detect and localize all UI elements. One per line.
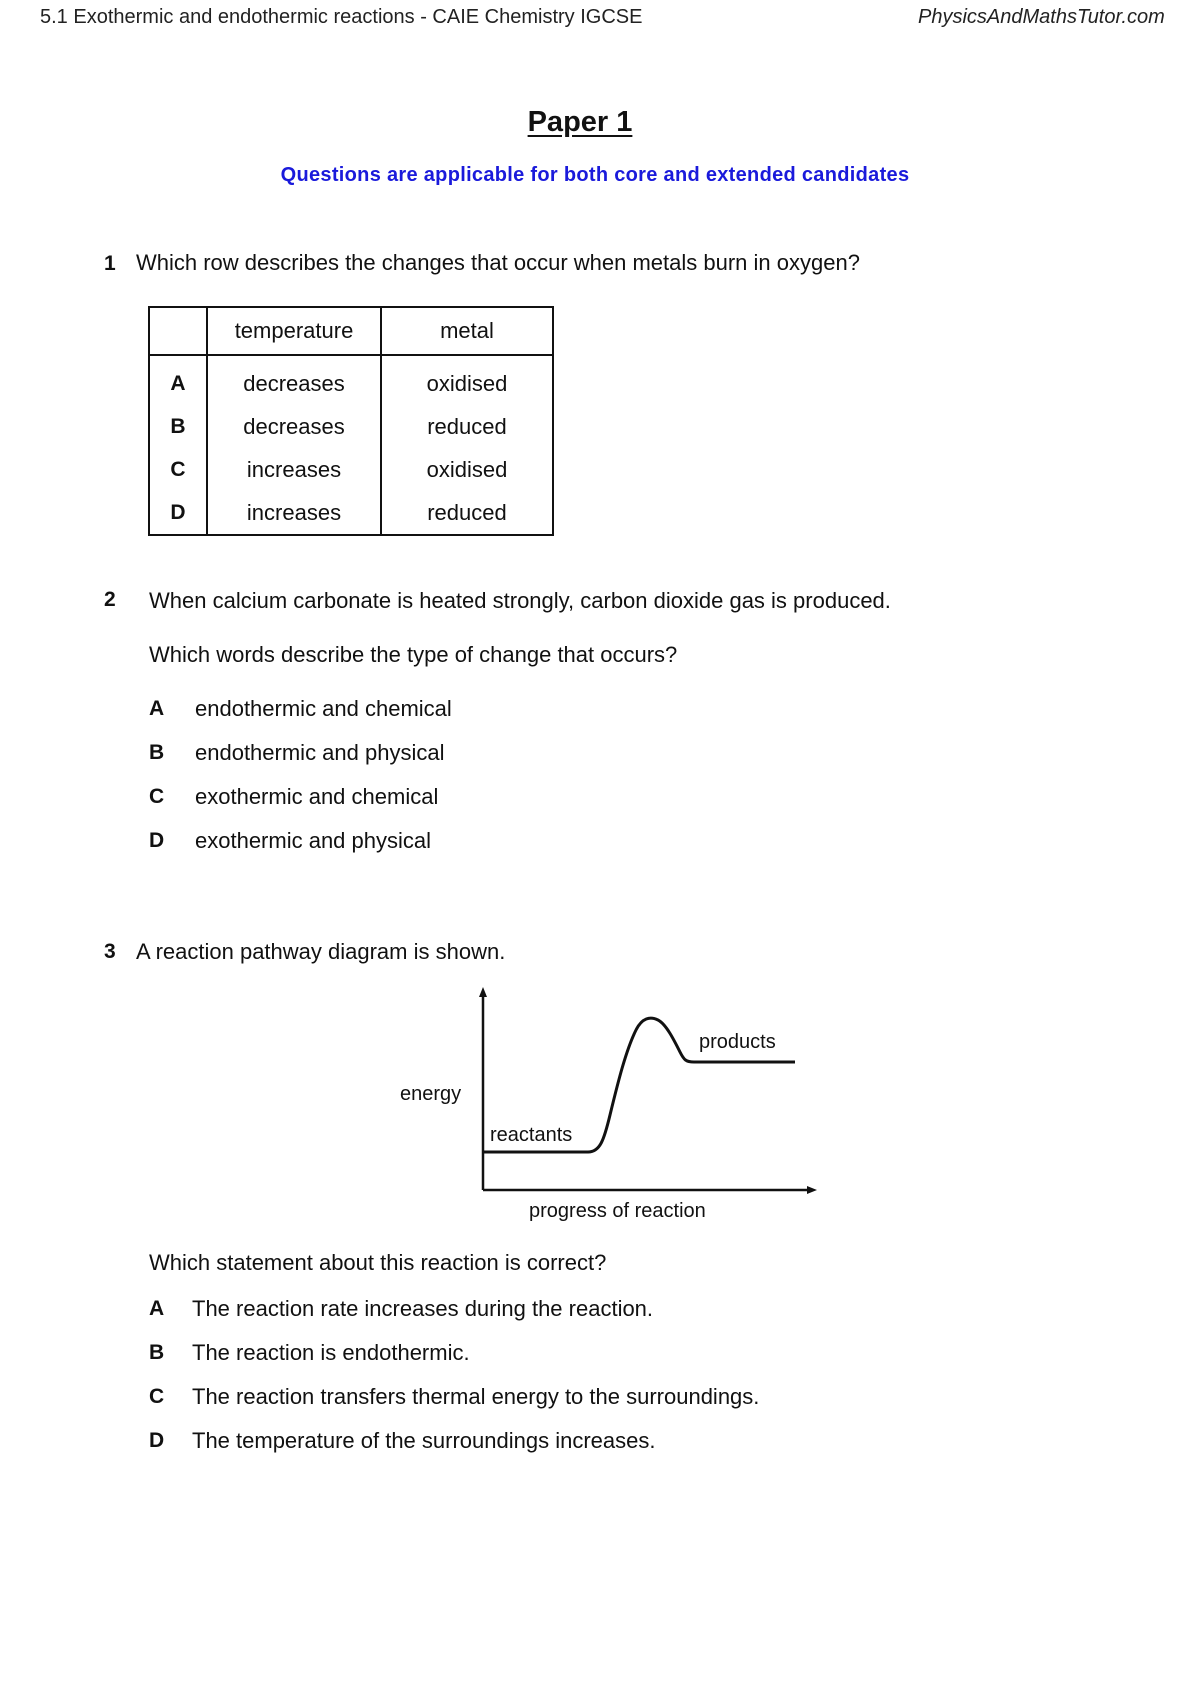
row-metal: reduced: [427, 413, 507, 439]
row-letter: D: [149, 491, 207, 535]
table-header-row: [149, 307, 553, 355]
page-subtitle: Questions are applicable for both core and extended candidates: [280, 164, 910, 186]
table-header-metal: metal: [381, 307, 553, 355]
q2-option-d-letter: D: [149, 829, 165, 852]
q3-option-d-letter: D: [149, 1429, 165, 1452]
question-3-text: A reaction pathway diagram is shown.: [136, 939, 506, 964]
q2-option-c-letter: C: [149, 785, 165, 808]
question-3-prompt: Which statement about this reaction is correct?: [149, 1250, 607, 1275]
row-metal: oxidised: [426, 370, 508, 396]
row-temperature: decreases: [207, 405, 381, 448]
q2-option-b-text: endothermic and physical: [195, 740, 445, 765]
row-temperature: increases: [207, 491, 381, 535]
q3-option-a-letter: A: [149, 1297, 165, 1320]
q3-option-b-letter: B: [149, 1341, 165, 1364]
question-2-prompt: Which words describe the type of change that occurs?: [149, 642, 678, 667]
question-3-number: 3: [104, 940, 116, 963]
table-header-temperature: temperature: [207, 307, 381, 355]
q3-option-c-text: The reaction transfers thermal energy to the surroundings.: [192, 1384, 760, 1409]
row-letter: B: [149, 405, 207, 448]
question-1-table: [148, 306, 554, 536]
question-1-text: Which row describes the changes that occur when metals burn in oxygen?: [136, 250, 860, 275]
row-metal: reduced: [427, 499, 507, 525]
q3-option-c-letter: C: [149, 1385, 165, 1408]
header-website[interactable]: PhysicsAndMathsTutor.com: [918, 6, 1165, 28]
y-axis-label: energy: [400, 1083, 462, 1105]
question-2-number: 2: [104, 588, 116, 611]
q2-option-a-text: endothermic and chemical: [195, 696, 452, 721]
reaction-pathway-diagram: [380, 980, 840, 1230]
table-row: [149, 355, 553, 405]
reactants-label: reactants: [490, 1124, 573, 1146]
table-header-blank: [149, 307, 207, 355]
products-label: products: [699, 1031, 776, 1053]
row-temperature: decreases: [207, 355, 381, 405]
table-row: [149, 448, 553, 491]
question-1-number: 1: [104, 252, 116, 275]
q3-option-b-text: The reaction is endothermic.: [192, 1340, 470, 1365]
q2-option-d-text: exothermic and physical: [195, 828, 432, 853]
q3-option-d-text: The temperature of the surroundings increases.: [192, 1428, 656, 1453]
q2-option-b-letter: B: [149, 741, 165, 764]
header-document-title: 5.1 Exothermic and endothermic reactions - CAIE Chemistry IGCSE: [40, 6, 643, 28]
table-row: [149, 405, 553, 448]
q2-option-c-text: exothermic and chemical: [195, 784, 439, 809]
row-letter: A: [149, 355, 207, 405]
row-letter: C: [149, 448, 207, 491]
page-title-text: Paper 1: [527, 106, 633, 138]
table-row: [149, 491, 553, 535]
question-2-text: When calcium carbonate is heated strongly, carbon dioxide gas is produced.: [149, 588, 891, 613]
row-metal: oxidised: [426, 456, 508, 482]
q2-option-a-letter: A: [149, 697, 165, 720]
q3-option-a-text: The reaction rate increases during the reaction.: [192, 1296, 654, 1321]
page-title: [0, 106, 1160, 139]
row-temperature: increases: [207, 448, 381, 491]
x-axis-label: progress of reaction: [529, 1200, 706, 1222]
